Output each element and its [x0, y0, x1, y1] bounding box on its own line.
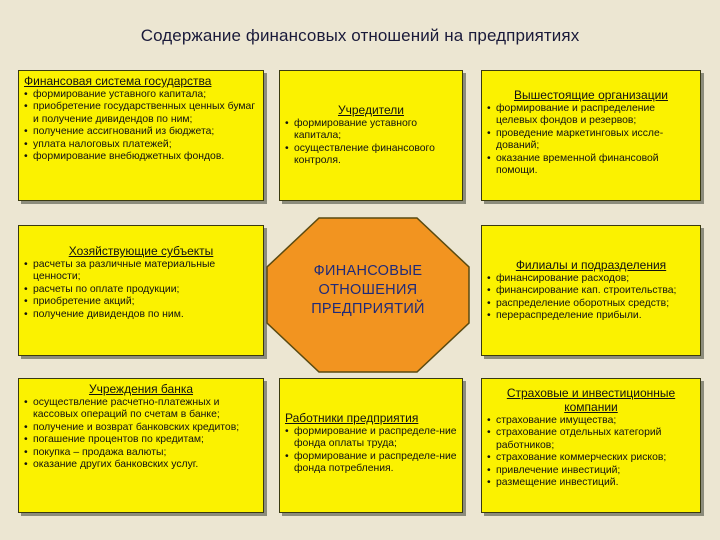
box-employees [279, 378, 463, 513]
list-item: • расчеты по оплате продукции; [24, 283, 180, 295]
box-title: Страховые и инвестиционные компании [506, 386, 676, 414]
box-title: Учредители [337, 103, 404, 117]
list-item: • осуществление расчетно-платежных и кассовых операций по счетам в банке; [24, 397, 220, 421]
list-item: • погашение процентов по кредитам; [24, 434, 204, 446]
list-item: • формирование уставного капитала; [285, 118, 418, 142]
item-list [487, 273, 695, 323]
center-octagon [264, 215, 472, 375]
list-item: • формирование внебюджетных фондов. [24, 151, 225, 163]
list-item: • приобретение акций; [24, 296, 135, 308]
list-item: • расчеты за различные материальные ценности; [24, 259, 216, 283]
list-item: • приобретение государственных ценных бумаг и получение дивидендов по ним; [24, 101, 256, 125]
list-item: • привлечение инвестиций; [487, 464, 621, 476]
box-title: Учреждения банка [88, 382, 194, 396]
item-list [24, 397, 258, 471]
slide-title: Содержание финансовых отношений на предприятиях [140, 26, 580, 45]
list-item: • покупка – продажа валюты; [24, 446, 167, 458]
item-list [24, 259, 258, 321]
list-item: • получение и возврат банковских кредитов; [24, 421, 240, 433]
list-item: • перераспределение прибыли. [487, 310, 642, 322]
list-item: • финансирование кап. строительства; [487, 285, 677, 297]
list-item: • формирование и распределение целевых фондов и резервов; [487, 103, 656, 127]
box-banks [18, 378, 264, 513]
list-item: • осуществление финансового контроля. [285, 142, 435, 167]
box-insurance [481, 378, 701, 513]
box-title: Филиалы и подразделения [515, 258, 667, 272]
center-label-line: ПРЕДПРИЯТИЙ [311, 301, 425, 317]
box-title: Работники предприятия [285, 411, 419, 425]
box-founders [279, 70, 463, 201]
box-title: Финансовая система государства [24, 74, 212, 88]
list-item: • уплата налоговых платежей; [24, 138, 172, 150]
item-list [487, 415, 695, 489]
list-item: • проведение маркетинговых иссле-дований; [487, 127, 664, 152]
list-item: • оказание других банковских услуг. [24, 459, 199, 471]
list-item: • страхование коммерческих рисков; [487, 452, 667, 464]
list-item: • получение дивидендов по ним. [24, 308, 184, 320]
list-item: • формирование и распределе-ние фонда потребления. [285, 450, 457, 475]
item-list [24, 89, 258, 163]
box-fin-system [18, 70, 264, 201]
list-item: • формирование уставного капитала; [24, 89, 207, 100]
item-list [285, 118, 457, 168]
list-item: • страхование отдельных категорий работников; [487, 427, 662, 451]
box-business-entities [18, 225, 264, 356]
box-title: Вышестоящие организации [514, 88, 668, 102]
list-item: • оказание временной финансовой помощи. [487, 152, 659, 177]
list-item: • распределение оборотных средств; [487, 297, 670, 309]
list-item: • финансирование расходов; [487, 273, 630, 284]
box-branches [481, 225, 701, 356]
item-list [285, 426, 457, 476]
list-item: • формирование и распределе-ние фонда оплаты труда; [285, 426, 457, 450]
list-item: • страхование имущества; [487, 415, 617, 426]
center-label-line: ОТНОШЕНИЯ [318, 282, 418, 298]
center-label [264, 262, 472, 319]
list-item: • размещение инвестиций. [487, 477, 619, 489]
item-list [487, 103, 695, 177]
box-higher-orgs [481, 70, 701, 201]
center-label-line: ФИНАНСОВЫЕ [313, 263, 423, 279]
list-item: • получение ассигнований из бюджета; [24, 126, 215, 138]
box-title: Хозяйствующие субъекты [68, 244, 214, 258]
